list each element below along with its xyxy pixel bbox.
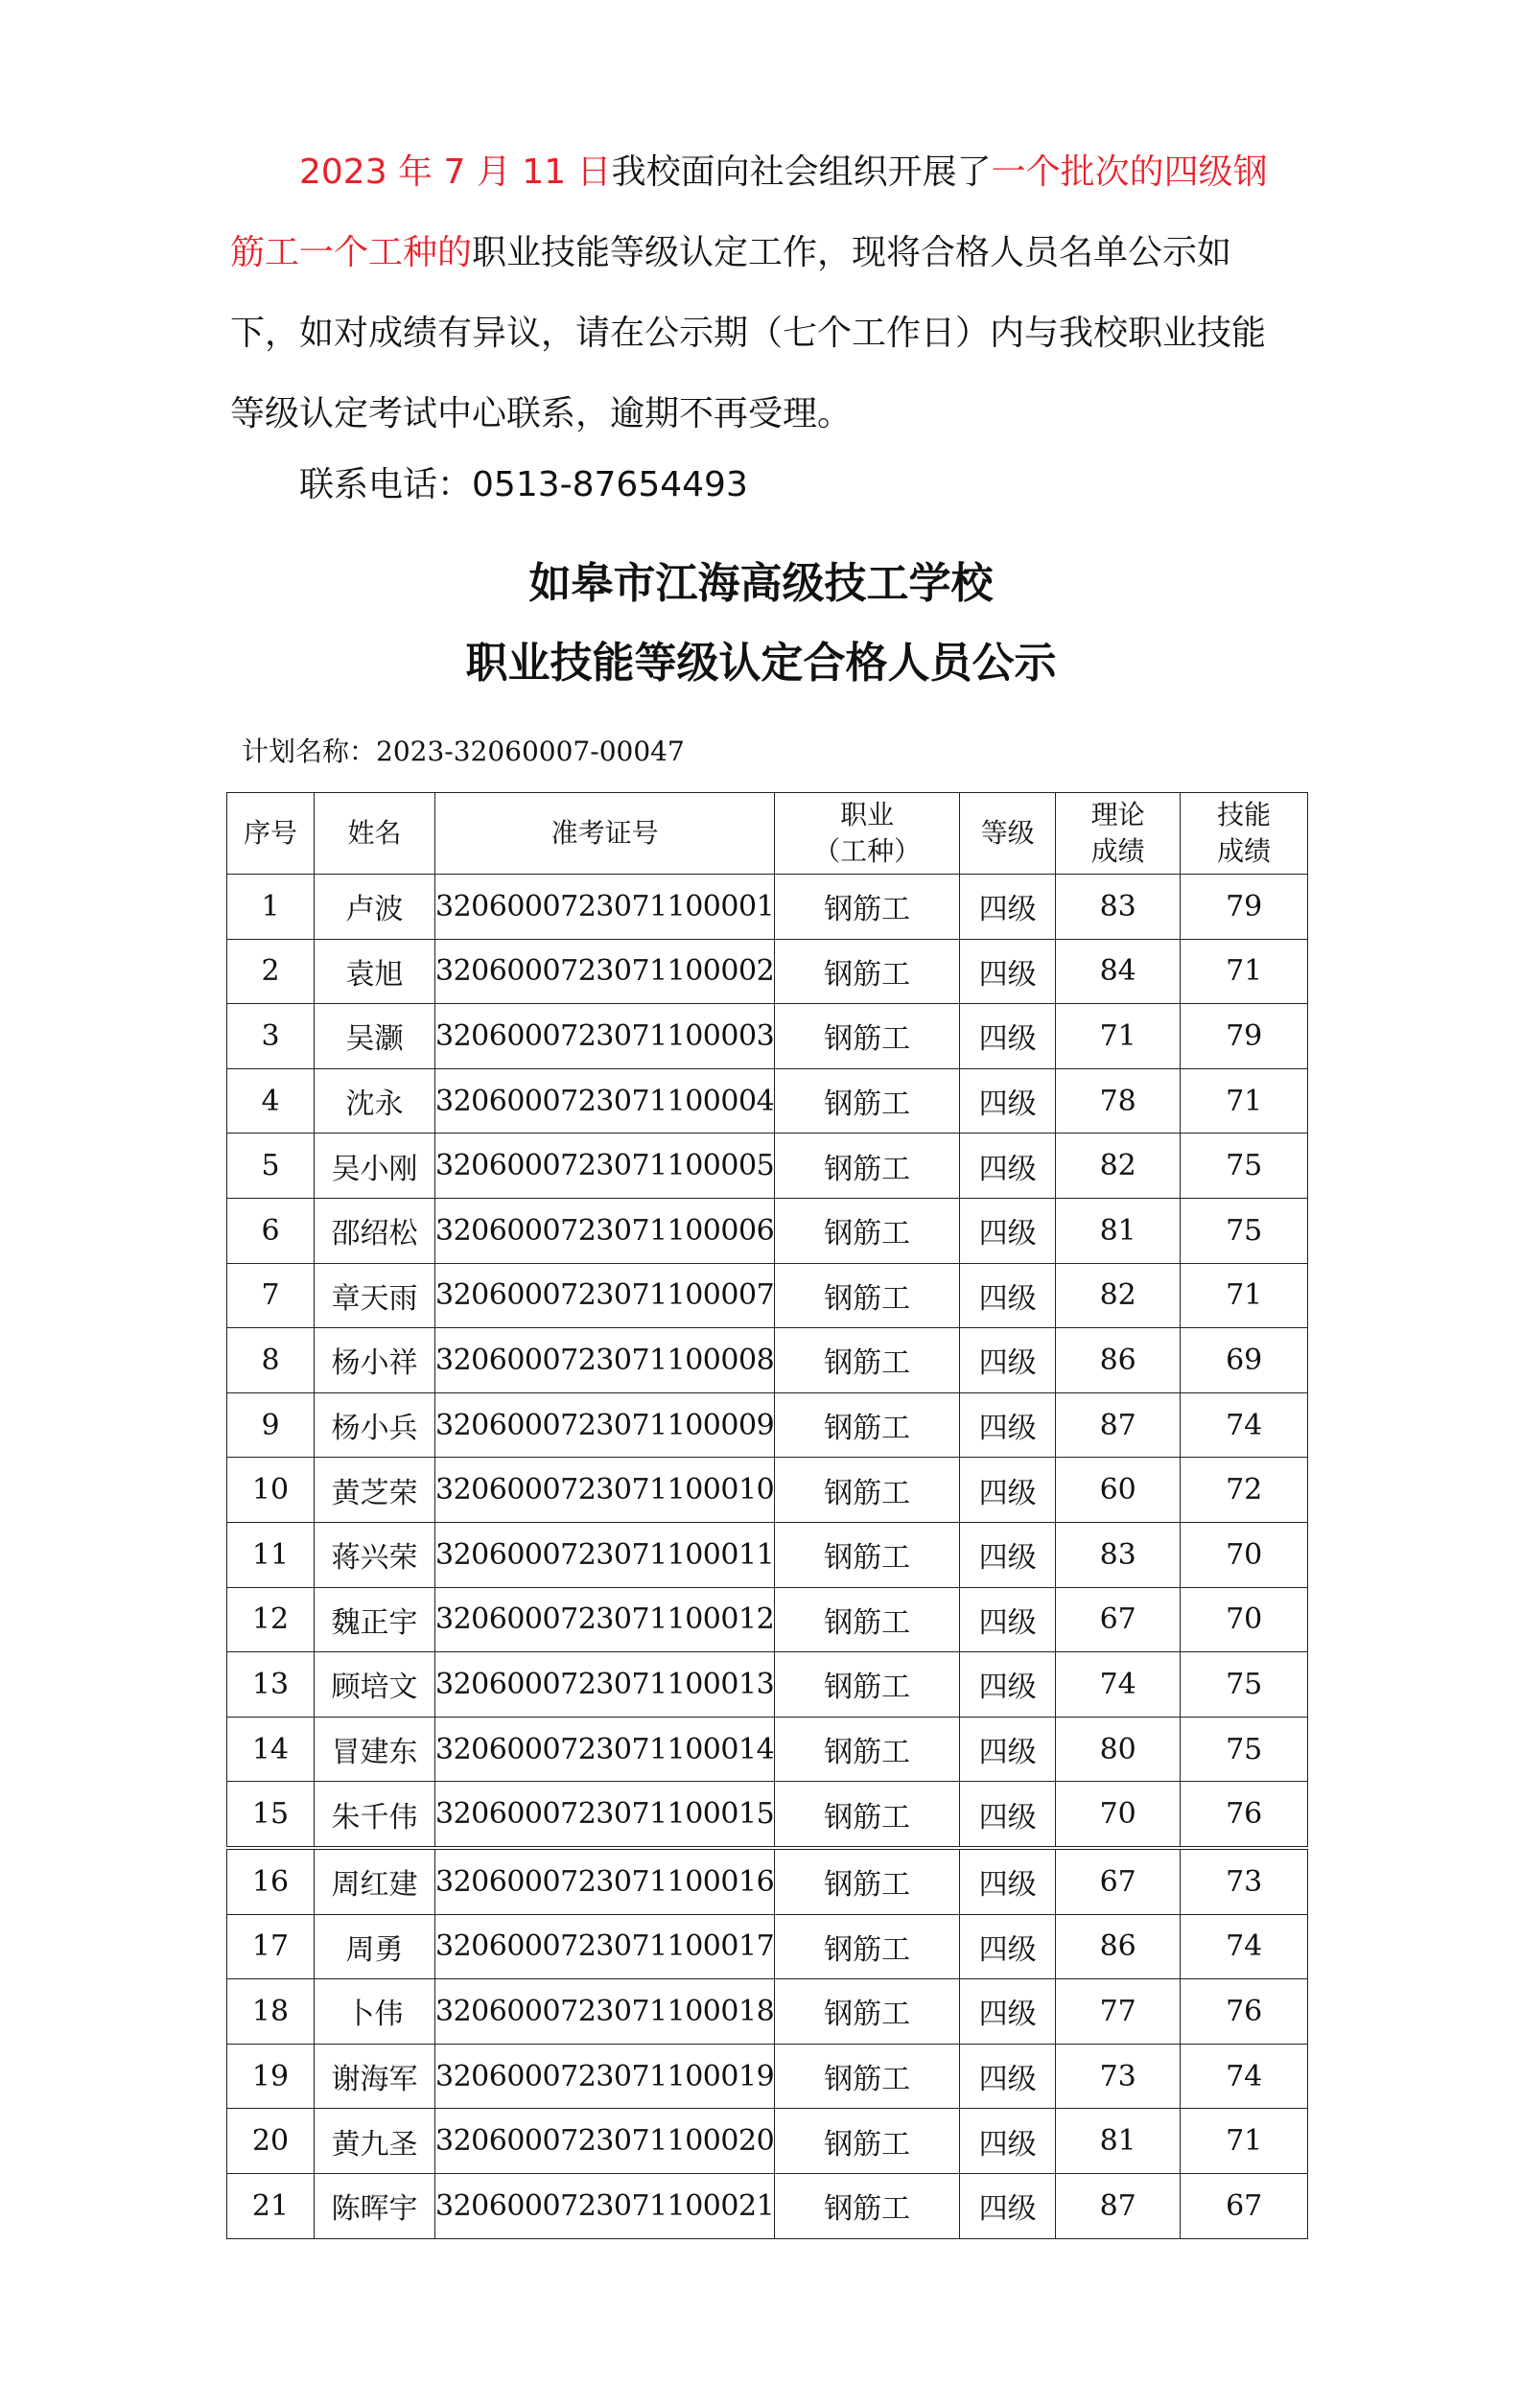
cell-seq: 5 <box>227 1134 315 1199</box>
cell-ticket: 3206000723071100004 <box>435 1068 775 1134</box>
cell-name: 黄九圣 <box>315 2109 435 2174</box>
header-seq: 序号 <box>227 793 315 875</box>
cell-seq: 12 <box>227 1587 315 1652</box>
phone-number: 0513-87654493 <box>472 465 748 504</box>
table-row <box>227 1392 1308 1458</box>
table-row <box>227 2173 1308 2238</box>
cell-level: 四级 <box>960 1004 1056 1069</box>
cell-seq: 10 <box>227 1458 315 1523</box>
cell-skill-score: 74 <box>1181 1914 1308 1979</box>
cell-ticket: 3206000723071100011 <box>435 1522 775 1587</box>
cell-name: 卢波 <box>315 875 435 940</box>
cell-level: 四级 <box>960 1392 1056 1458</box>
cell-name: 周红建 <box>315 1850 435 1915</box>
cell-theory-score: 70 <box>1056 1782 1181 1847</box>
notice-paragraph <box>230 132 1285 455</box>
header-occupation <box>775 793 960 875</box>
cell-ticket: 3206000723071100021 <box>435 2173 775 2238</box>
cell-level: 四级 <box>960 1198 1056 1263</box>
cell-theory-score: 81 <box>1056 2109 1181 2174</box>
table-row <box>227 1263 1308 1328</box>
cell-name: 沈永 <box>315 1068 435 1134</box>
cell-theory-score: 87 <box>1056 1392 1181 1458</box>
cell-seq: 13 <box>227 1652 315 1718</box>
header-skill-line2: 成绩 <box>1217 835 1272 867</box>
cell-ticket: 3206000723071100003 <box>435 1004 775 1069</box>
school-title: 如皋市江海高级技工学校 <box>528 559 994 608</box>
cell-theory-score: 81 <box>1056 1198 1181 1263</box>
cell-level: 四级 <box>960 1652 1056 1718</box>
cell-skill-score: 71 <box>1181 2109 1308 2174</box>
cell-skill-score: 76 <box>1181 1979 1308 2045</box>
table-row <box>227 1782 1308 1847</box>
cell-name: 冒建东 <box>315 1717 435 1782</box>
cell-name: 周勇 <box>315 1914 435 1979</box>
cell-seq: 1 <box>227 875 315 940</box>
header-ticket: 准考证号 <box>435 793 775 875</box>
notice-title: 职业技能等级认定合格人员公示 <box>465 639 1057 688</box>
cell-name: 谢海军 <box>315 2044 435 2109</box>
cell-theory-score: 60 <box>1056 1458 1181 1523</box>
cell-skill-score: 69 <box>1181 1328 1308 1393</box>
cell-occupation: 钢筋工 <box>775 1198 960 1263</box>
cell-occupation: 钢筋工 <box>775 1587 960 1652</box>
notice-batch: 一个批次的四级钢筋工一个工种的 <box>230 152 1268 272</box>
table-row <box>227 1717 1308 1782</box>
header-occupation-line1: 职业 <box>840 799 895 830</box>
cell-skill-score: 71 <box>1181 939 1308 1004</box>
cell-skill-score: 74 <box>1181 1392 1308 1458</box>
cell-seq: 20 <box>227 2109 315 2174</box>
cell-level: 四级 <box>960 1914 1056 1979</box>
phone-label: 联系电话： <box>299 465 473 504</box>
cell-ticket: 3206000723071100007 <box>435 1263 775 1328</box>
cell-ticket: 3206000723071100001 <box>435 875 775 940</box>
table-row <box>227 1458 1308 1523</box>
cell-name: 魏正宇 <box>315 1587 435 1652</box>
cell-seq: 14 <box>227 1717 315 1782</box>
cell-skill-score: 70 <box>1181 1587 1308 1652</box>
cell-occupation: 钢筋工 <box>775 2044 960 2109</box>
cell-seq: 7 <box>227 1263 315 1328</box>
cell-ticket: 3206000723071100002 <box>435 939 775 1004</box>
cell-occupation: 钢筋工 <box>775 1068 960 1134</box>
cell-name: 章天雨 <box>315 1263 435 1328</box>
header-skill <box>1181 793 1308 875</box>
cell-level: 四级 <box>960 1850 1056 1915</box>
cell-skill-score: 72 <box>1181 1458 1308 1523</box>
results-table-part2 <box>226 1849 1308 2239</box>
header-occupation-line2: （工种） <box>813 835 922 867</box>
table-row <box>227 2109 1308 2174</box>
cell-name: 朱千伟 <box>315 1782 435 1847</box>
cell-level: 四级 <box>960 1328 1056 1393</box>
cell-theory-score: 84 <box>1056 939 1181 1004</box>
cell-level: 四级 <box>960 1134 1056 1199</box>
cell-seq: 11 <box>227 1522 315 1587</box>
cell-occupation: 钢筋工 <box>775 1263 960 1328</box>
cell-skill-score: 79 <box>1181 1004 1308 1069</box>
table-row <box>227 1068 1308 1134</box>
cell-occupation: 钢筋工 <box>775 1979 960 2045</box>
table-header-row <box>227 793 1308 875</box>
cell-name: 顾培文 <box>315 1652 435 1718</box>
cell-ticket: 3206000723071100017 <box>435 1914 775 1979</box>
cell-skill-score: 79 <box>1181 875 1308 940</box>
table-row <box>227 1522 1308 1587</box>
cell-seq: 6 <box>227 1198 315 1263</box>
cell-theory-score: 82 <box>1056 1263 1181 1328</box>
table-row <box>227 1587 1308 1652</box>
cell-occupation: 钢筋工 <box>775 1717 960 1782</box>
table-row <box>227 1328 1308 1393</box>
cell-seq: 16 <box>227 1850 315 1915</box>
header-skill-line1: 技能 <box>1217 799 1272 830</box>
table-row <box>227 875 1308 940</box>
cell-ticket: 3206000723071100018 <box>435 1979 775 2045</box>
cell-name: 吴小刚 <box>315 1134 435 1199</box>
notice-text-a: 我校面向社会组织开展了 <box>611 152 992 192</box>
table-row <box>227 2044 1308 2109</box>
cell-ticket: 3206000723071100009 <box>435 1392 775 1458</box>
cell-name: 袁旭 <box>315 939 435 1004</box>
cell-level: 四级 <box>960 1263 1056 1328</box>
cell-name: 黄芝荣 <box>315 1458 435 1523</box>
cell-name: 陈晖宇 <box>315 2173 435 2238</box>
cell-seq: 15 <box>227 1782 315 1847</box>
cell-ticket: 3206000723071100016 <box>435 1850 775 1915</box>
cell-name: 杨小祥 <box>315 1328 435 1393</box>
cell-skill-score: 76 <box>1181 1782 1308 1847</box>
cell-seq: 18 <box>227 1979 315 2045</box>
cell-occupation: 钢筋工 <box>775 1522 960 1587</box>
cell-level: 四级 <box>960 1522 1056 1587</box>
cell-ticket: 3206000723071100020 <box>435 2109 775 2174</box>
cell-skill-score: 71 <box>1181 1263 1308 1328</box>
table-row <box>227 1198 1308 1263</box>
cell-theory-score: 74 <box>1056 1652 1181 1718</box>
cell-occupation: 钢筋工 <box>775 1328 960 1393</box>
cell-level: 四级 <box>960 2173 1056 2238</box>
cell-theory-score: 87 <box>1056 2173 1181 2238</box>
cell-seq: 19 <box>227 2044 315 2109</box>
cell-theory-score: 73 <box>1056 2044 1181 2109</box>
cell-level: 四级 <box>960 1068 1056 1134</box>
cell-occupation: 钢筋工 <box>775 875 960 940</box>
cell-theory-score: 83 <box>1056 875 1181 940</box>
cell-seq: 3 <box>227 1004 315 1069</box>
table-row <box>227 1850 1308 1915</box>
cell-name: 邵绍松 <box>315 1198 435 1263</box>
cell-level: 四级 <box>960 875 1056 940</box>
cell-name: 蒋兴荣 <box>315 1522 435 1587</box>
notice-text-b: 职业技能等级认定工作，现将合格人员名单公示如下，如对成绩有异议，请在公示期（七个工作日）内与我校职业技能等级认定考试中心联系，逾期不再受理。 <box>230 233 1267 433</box>
table-row <box>227 1134 1308 1199</box>
cell-theory-score: 78 <box>1056 1068 1181 1134</box>
header-name: 姓名 <box>315 793 435 875</box>
cell-occupation: 钢筋工 <box>775 1850 960 1915</box>
cell-name: 卜伟 <box>315 1979 435 2045</box>
cell-occupation: 钢筋工 <box>775 939 960 1004</box>
cell-ticket: 3206000723071100006 <box>435 1198 775 1263</box>
header-theory-line2: 成绩 <box>1090 835 1145 867</box>
cell-ticket: 3206000723071100012 <box>435 1587 775 1652</box>
cell-theory-score: 86 <box>1056 1328 1181 1393</box>
cell-skill-score: 75 <box>1181 1717 1308 1782</box>
cell-ticket: 3206000723071100015 <box>435 1782 775 1847</box>
cell-occupation: 钢筋工 <box>775 1652 960 1718</box>
cell-seq: 17 <box>227 1914 315 1979</box>
table-row <box>227 1979 1308 2045</box>
cell-theory-score: 67 <box>1056 1850 1181 1915</box>
cell-ticket: 3206000723071100010 <box>435 1458 775 1523</box>
cell-skill-score: 75 <box>1181 1652 1308 1718</box>
cell-theory-score: 67 <box>1056 1587 1181 1652</box>
cell-ticket: 3206000723071100008 <box>435 1328 775 1393</box>
cell-ticket: 3206000723071100013 <box>435 1652 775 1718</box>
cell-skill-score: 75 <box>1181 1134 1308 1199</box>
cell-occupation: 钢筋工 <box>775 1782 960 1847</box>
cell-occupation: 钢筋工 <box>775 2109 960 2174</box>
cell-level: 四级 <box>960 2109 1056 2174</box>
cell-seq: 9 <box>227 1392 315 1458</box>
cell-level: 四级 <box>960 1979 1056 2045</box>
cell-theory-score: 71 <box>1056 1004 1181 1069</box>
notice-date: 2023 年 7 月 11 日 <box>299 152 612 192</box>
cell-skill-score: 74 <box>1181 2044 1308 2109</box>
cell-ticket: 3206000723071100005 <box>435 1134 775 1199</box>
cell-skill-score: 71 <box>1181 1068 1308 1134</box>
cell-theory-score: 80 <box>1056 1717 1181 1782</box>
cell-seq: 4 <box>227 1068 315 1134</box>
plan-name: 计划名称：2023-32060007-00047 <box>242 736 685 767</box>
table-row <box>227 939 1308 1004</box>
table-row <box>227 1004 1308 1069</box>
header-level: 等级 <box>960 793 1056 875</box>
cell-occupation: 钢筋工 <box>775 1004 960 1069</box>
cell-level: 四级 <box>960 2044 1056 2109</box>
cell-name: 杨小兵 <box>315 1392 435 1458</box>
cell-seq: 2 <box>227 939 315 1004</box>
table-row <box>227 1652 1308 1718</box>
cell-level: 四级 <box>960 1717 1056 1782</box>
cell-theory-score: 82 <box>1056 1134 1181 1199</box>
cell-theory-score: 77 <box>1056 1979 1181 2045</box>
cell-ticket: 3206000723071100019 <box>435 2044 775 2109</box>
cell-theory-score: 86 <box>1056 1914 1181 1979</box>
cell-skill-score: 70 <box>1181 1522 1308 1587</box>
cell-level: 四级 <box>960 1782 1056 1847</box>
cell-ticket: 3206000723071100014 <box>435 1717 775 1782</box>
cell-occupation: 钢筋工 <box>775 1392 960 1458</box>
cell-level: 四级 <box>960 1458 1056 1523</box>
cell-skill-score: 75 <box>1181 1198 1308 1263</box>
results-table-part1 <box>226 792 1308 1847</box>
cell-name: 吴灏 <box>315 1004 435 1069</box>
cell-seq: 21 <box>227 2173 315 2238</box>
cell-level: 四级 <box>960 939 1056 1004</box>
header-theory-line1: 理论 <box>1090 799 1145 830</box>
cell-occupation: 钢筋工 <box>775 1134 960 1199</box>
cell-occupation: 钢筋工 <box>775 2173 960 2238</box>
cell-seq: 8 <box>227 1328 315 1393</box>
cell-level: 四级 <box>960 1587 1056 1652</box>
cell-skill-score: 73 <box>1181 1850 1308 1915</box>
cell-occupation: 钢筋工 <box>775 1458 960 1523</box>
cell-skill-score: 67 <box>1181 2173 1308 2238</box>
cell-theory-score: 83 <box>1056 1522 1181 1587</box>
header-theory <box>1056 793 1181 875</box>
contact-phone <box>299 458 748 512</box>
table-row <box>227 1914 1308 1979</box>
cell-occupation: 钢筋工 <box>775 1914 960 1979</box>
